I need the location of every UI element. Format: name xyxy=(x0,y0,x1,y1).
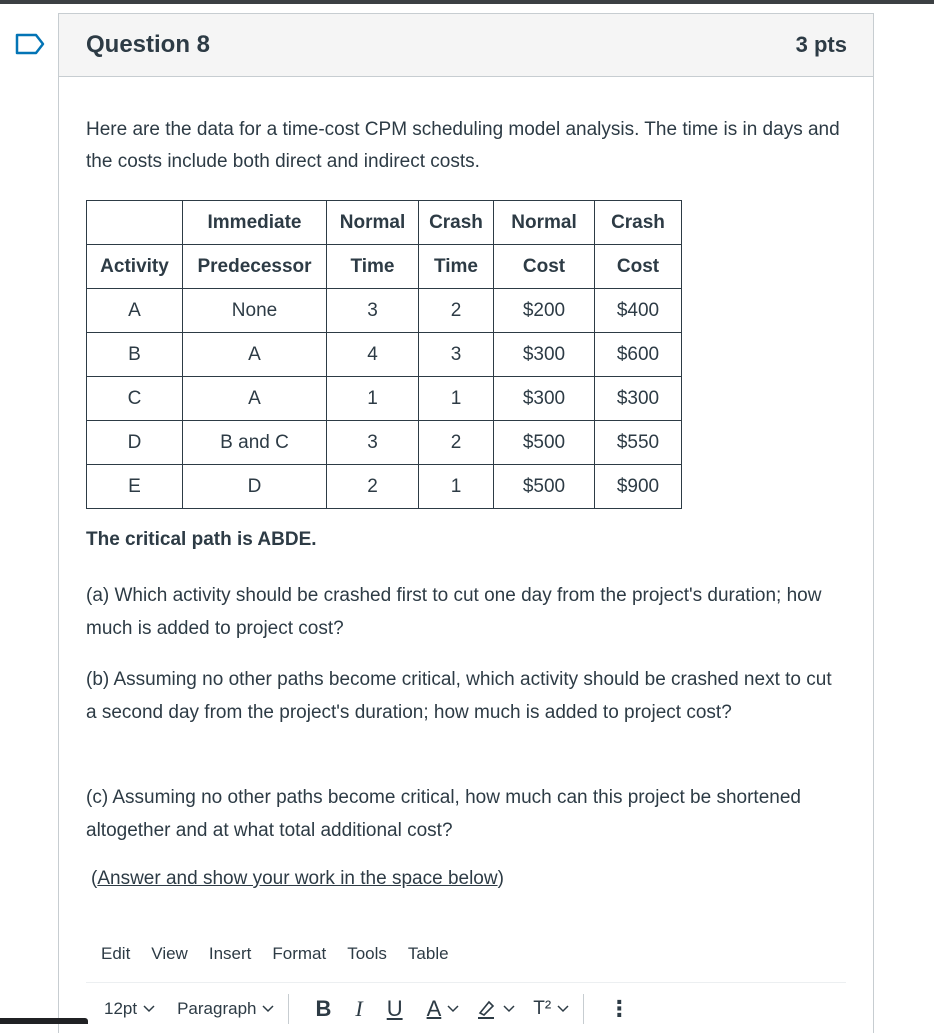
part-b-text: (b) Assuming no other paths become critical, which activity should be crashed next to cut a second day from the project's duration; how much is added to project cost? xyxy=(86,669,832,723)
answer-paren-close: ) xyxy=(497,868,504,889)
critical-path-text: The critical path is ABDE. xyxy=(86,529,317,550)
table-header-cell: Normal xyxy=(327,201,419,245)
table-header-cell: Cost xyxy=(595,245,682,289)
table-cell: 1 xyxy=(419,377,494,421)
question-points: 3 pts xyxy=(795,32,847,57)
question-intro: Here are the data for a time-cost CPM scheduling model analysis. The time is in days and the costs include both direct and indirect costs. xyxy=(86,119,840,172)
table-cell: E xyxy=(87,465,183,509)
question-card xyxy=(58,13,874,1033)
taskbar-fragment xyxy=(0,1018,88,1024)
table-cell: C xyxy=(87,377,183,421)
menu-tools[interactable]: Tools xyxy=(347,944,387,963)
table-header-cell: Crash xyxy=(595,201,682,245)
block-format-value: Paragraph xyxy=(177,999,257,1018)
table-cell: D xyxy=(87,421,183,465)
table-header-cell: Time xyxy=(419,245,494,289)
menubar-divider xyxy=(86,982,846,983)
table-cell: $300 xyxy=(494,377,595,421)
table-header-cell: Predecessor xyxy=(183,245,327,289)
toolbar-divider xyxy=(583,994,584,1024)
menu-insert[interactable]: Insert xyxy=(208,944,252,963)
menu-edit[interactable]: Edit xyxy=(101,944,131,963)
top-bar xyxy=(0,0,934,4)
chevron-down-icon xyxy=(447,1005,459,1013)
table-header-row-1 xyxy=(87,201,682,245)
menu-view[interactable]: View xyxy=(151,944,188,963)
table-cell: 3 xyxy=(327,421,419,465)
table-cell: 3 xyxy=(419,333,494,377)
answer-instruction-link: Answer and show your work in the space below xyxy=(97,868,498,889)
table-header-cell: Activity xyxy=(87,245,183,289)
chevron-down-icon xyxy=(262,1005,274,1013)
highlighter-icon xyxy=(475,998,497,1020)
table-cell: $500 xyxy=(494,465,595,509)
table-cell: $400 xyxy=(595,289,682,333)
table-cell: 2 xyxy=(419,289,494,333)
text-color-icon: A xyxy=(426,996,442,1021)
table-header-cell: Normal xyxy=(494,201,595,245)
menu-table[interactable]: Table xyxy=(407,944,449,963)
table-header-cell: Cost xyxy=(494,245,595,289)
menu-format[interactable]: Format xyxy=(272,944,327,963)
chevron-down-icon xyxy=(557,1005,569,1013)
table-cell: 3 xyxy=(327,289,419,333)
highlight-color-button[interactable] xyxy=(475,998,515,1020)
table-cell: 2 xyxy=(327,465,419,509)
question-header xyxy=(59,14,873,77)
part-c-text: (c) Assuming no other paths become critical, how much can this project be shortened altogether and at what total additional cost? xyxy=(86,787,801,841)
italic-button[interactable]: I xyxy=(355,996,363,1021)
toolbar-divider xyxy=(288,994,289,1024)
table-cell: 1 xyxy=(419,465,494,509)
table-header-cell xyxy=(87,201,183,245)
table-cell: $200 xyxy=(494,289,595,333)
table-row xyxy=(87,377,682,421)
answer-paren-open: ( xyxy=(91,868,98,889)
table-cell: $600 xyxy=(595,333,682,377)
block-format-dropdown[interactable] xyxy=(177,999,274,1019)
table-cell: A xyxy=(183,333,327,377)
chevron-down-icon xyxy=(503,1005,515,1013)
table-header-row-2 xyxy=(87,245,682,289)
table-cell: $300 xyxy=(494,333,595,377)
chevron-down-icon xyxy=(143,1005,155,1013)
table-cell: $500 xyxy=(494,421,595,465)
table-row xyxy=(87,465,682,509)
more-options-icon[interactable]: ⋮ xyxy=(608,996,631,1021)
table-header-cell: Immediate xyxy=(183,201,327,245)
table-row xyxy=(87,289,682,333)
table-cell: $900 xyxy=(595,465,682,509)
font-size-dropdown[interactable] xyxy=(104,999,155,1019)
table-cell: B and C xyxy=(183,421,327,465)
bold-button[interactable]: B xyxy=(315,996,332,1021)
table-row xyxy=(87,421,682,465)
table-cell: 4 xyxy=(327,333,419,377)
text-color-button[interactable] xyxy=(427,996,460,1022)
table-cell: $300 xyxy=(595,377,682,421)
table-cell: None xyxy=(183,289,327,333)
question-title: Question 8 xyxy=(86,31,211,58)
flag-question-icon[interactable] xyxy=(14,32,46,56)
editor-menubar xyxy=(101,944,470,964)
editor-toolbar xyxy=(104,994,630,1024)
table-cell: 1 xyxy=(327,377,419,421)
cpm-table xyxy=(86,200,682,509)
table-row xyxy=(87,333,682,377)
font-size-value: 12pt xyxy=(104,999,138,1018)
table-cell: A xyxy=(183,377,327,421)
table-cell: D xyxy=(183,465,327,509)
underline-button[interactable]: U xyxy=(386,996,403,1021)
answer-instruction xyxy=(91,868,504,890)
table-cell: A xyxy=(87,289,183,333)
table-cell: $550 xyxy=(595,421,682,465)
table-header-cell: Time xyxy=(327,245,419,289)
part-a-text: (a) Which activity should be crashed first to cut one day from the project's duration; how much is added to project cost? xyxy=(86,585,822,639)
table-cell: 2 xyxy=(419,421,494,465)
table-header-cell: Crash xyxy=(419,201,494,245)
superscript-button[interactable] xyxy=(533,998,569,1020)
table-cell: B xyxy=(87,333,183,377)
superscript-icon: T² xyxy=(533,998,552,1019)
